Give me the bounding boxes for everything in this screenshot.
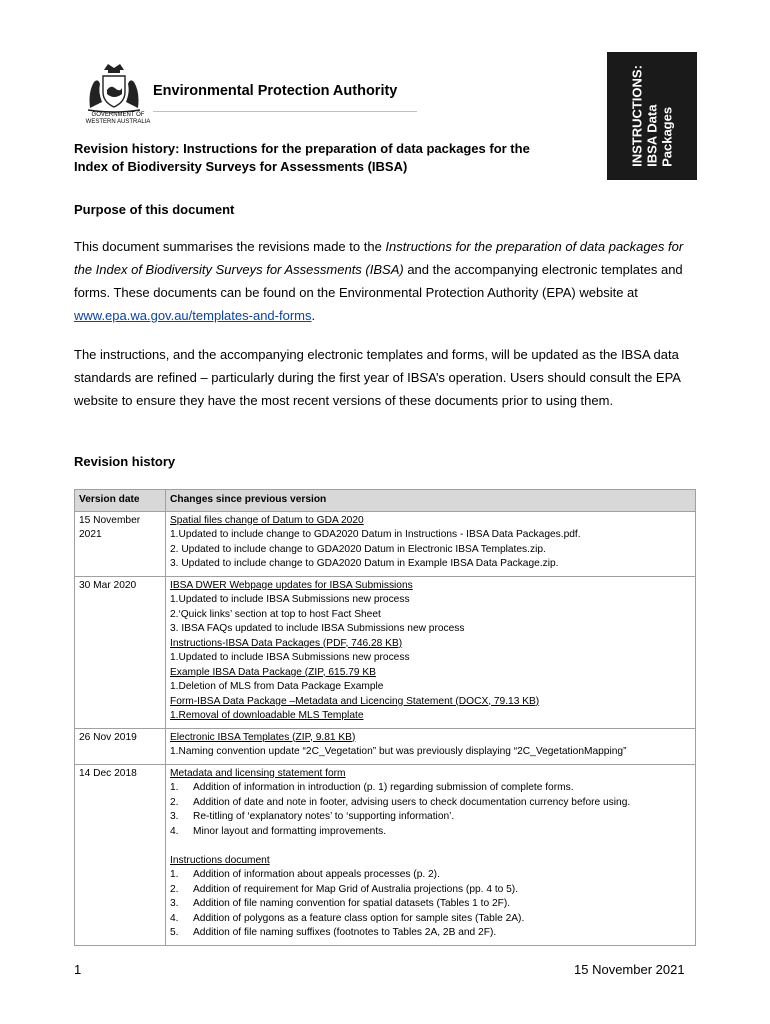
side-line-1: INSTRUCTIONS: bbox=[629, 65, 645, 167]
organisation-name: Environmental Protection Authority bbox=[153, 83, 398, 99]
purpose-heading: Purpose of this document bbox=[74, 202, 235, 217]
change-item: 3. IBSA FAQs updated to include IBSA Submissions new process bbox=[170, 623, 465, 634]
p1-text-a: This document summarises the revisions made to the bbox=[74, 239, 386, 254]
table-row bbox=[75, 764, 696, 945]
row-date bbox=[75, 764, 166, 945]
change-section-title: Example IBSA Data Package (ZIP, 615.79 KB bbox=[170, 666, 376, 678]
change-item: 1.Naming convention update “2C_Vegetation” but was previously displaying “2C_VegetationMapping” bbox=[170, 746, 627, 757]
item-number: 1. bbox=[170, 782, 179, 793]
numbered-item bbox=[170, 825, 691, 840]
item-number: 4. bbox=[170, 912, 179, 924]
change-section-title: Form-IBSA Data Package –Metadata and Licencing Statement (DOCX, 79.13 KB) bbox=[170, 695, 540, 707]
item-number: 2. bbox=[170, 796, 179, 808]
row-changes bbox=[166, 728, 696, 764]
item-number: 3. bbox=[170, 898, 179, 909]
item-text: Addition of information about appeals processes (p. 2). bbox=[193, 869, 440, 880]
row-changes bbox=[166, 576, 696, 728]
item-text: Addition of polygons as a feature class option for sample sites (Table 2A). bbox=[193, 912, 525, 924]
date-line: 14 Dec 2018 bbox=[79, 767, 137, 779]
change-section-title: Instructions-IBSA Data Packages (PDF, 746.28 KB) bbox=[170, 637, 403, 649]
gov-line-1: GOVERNMENT OF bbox=[91, 112, 145, 118]
row-date bbox=[75, 728, 166, 764]
numbered-item bbox=[170, 810, 691, 825]
p1-text-b: and the accompanying electronic templates and forms. These documents can be found on the Environmental Protection Authority (EPA) website at bbox=[74, 262, 683, 300]
table-row bbox=[75, 576, 696, 728]
document-type-tab bbox=[607, 52, 697, 180]
page-number: 1 bbox=[74, 962, 82, 977]
section-spacer bbox=[170, 839, 691, 854]
change-section-title: Instructions document bbox=[170, 854, 270, 866]
item-number: 3. bbox=[170, 811, 179, 822]
item-text: Addition of file naming suffixes (footnotes to Tables 2A, 2B and 2F). bbox=[193, 927, 497, 938]
purpose-paragraph-2: The instructions, and the accompanying electronic templates and forms, will be updated as the IBSA data standards are refined – particularly during the first year of IBSA’s operation. Users should consult the EPA website to ensure they have the most recent versions of these documents prior to using them. bbox=[74, 347, 681, 408]
change-item: 3. Updated to include change to GDA2020 Datum in Example IBSA Data Package.zip. bbox=[170, 558, 559, 569]
p1-document-title: Instructions for the preparation of data packages for the Index of Biodiversity Surveys for Assessments (IBSA) bbox=[74, 239, 684, 277]
change-item: 1.Updated to include IBSA Submissions new process bbox=[170, 594, 410, 605]
numbered-item bbox=[170, 926, 691, 941]
change-section-title: Metadata and licensing statement form bbox=[170, 767, 346, 779]
gov-line-2: WESTERN AUSTRALIA bbox=[85, 119, 151, 125]
date-line: 2021 bbox=[79, 529, 102, 540]
epa-templates-link[interactable]: www.epa.wa.gov.au/templates-and-forms bbox=[74, 308, 312, 323]
item-text: Minor layout and formatting improvements. bbox=[193, 825, 387, 837]
item-text: Addition of information in introduction (p. 1) regarding submission of complete forms. bbox=[193, 782, 574, 793]
item-text: Addition of requirement for Map Grid of Australia projections (pp. 4 to 5). bbox=[193, 883, 519, 895]
item-text: Addition of file naming convention for spatial datasets (Tables 1 to 2F). bbox=[193, 898, 511, 909]
header-divider bbox=[153, 111, 417, 112]
date-line: 26 Nov 2019 bbox=[79, 731, 137, 743]
change-item: 1.Removal of downloadable MLS Template bbox=[170, 710, 364, 721]
footer-date: 15 November 2021 bbox=[574, 962, 685, 977]
table-header-row bbox=[75, 490, 696, 512]
item-text: Addition of date and note in footer, advising users to check documentation currency before using. bbox=[193, 796, 631, 808]
page-title bbox=[74, 140, 594, 176]
row-changes bbox=[166, 764, 696, 945]
numbered-item bbox=[170, 796, 691, 811]
item-number: 4. bbox=[170, 825, 179, 837]
revision-history-table bbox=[74, 489, 696, 946]
title-line-1: Revision history: Instructions for the preparation of data packages for the bbox=[74, 141, 530, 156]
p1-text-end: . bbox=[311, 308, 316, 323]
document-type-label bbox=[630, 65, 675, 167]
item-number: 5. bbox=[170, 927, 179, 938]
col-changes: Changes since previous version bbox=[166, 490, 696, 512]
date-line: 30 Mar 2020 bbox=[79, 579, 137, 591]
change-section-title: Spatial files change of Datum to GDA 2020 bbox=[170, 514, 364, 526]
row-date bbox=[75, 511, 166, 576]
col-version-date: Version date bbox=[75, 490, 166, 512]
numbered-item bbox=[170, 912, 691, 927]
government-of-wa-text bbox=[78, 112, 158, 126]
change-item: 2.‘Quick links’ section at top to host Fact Sheet bbox=[170, 608, 381, 620]
numbered-item bbox=[170, 868, 691, 883]
title-line-2: Index of Biodiversity Surveys for Assessments (IBSA) bbox=[74, 159, 408, 174]
change-item: 1.Updated to include IBSA Submissions new process bbox=[170, 652, 410, 663]
change-section-title: Electronic IBSA Templates (ZIP, 9.81 KB) bbox=[170, 731, 356, 743]
numbered-item bbox=[170, 897, 691, 912]
item-number: 2. bbox=[170, 883, 179, 895]
purpose-paragraph-1 bbox=[74, 235, 694, 327]
revision-history-heading: Revision history bbox=[74, 454, 176, 469]
change-item: 1.Deletion of MLS from Data Package Example bbox=[170, 681, 384, 692]
date-line: 15 November bbox=[79, 514, 141, 526]
row-changes bbox=[166, 511, 696, 576]
change-section-title: IBSA DWER Webpage updates for IBSA Submissions bbox=[170, 579, 413, 591]
change-item: 1.Updated to include change to GDA2020 Datum in Instructions - IBSA Data Packages.pdf. bbox=[170, 529, 581, 540]
item-text: Re-titling of ‘explanatory notes’ to ‘supporting information’. bbox=[193, 811, 455, 822]
table-row bbox=[75, 728, 696, 764]
numbered-item bbox=[170, 883, 691, 898]
item-number: 1. bbox=[170, 869, 179, 880]
side-line-2: IBSA Data bbox=[644, 104, 660, 167]
side-line-3: Packages bbox=[659, 106, 675, 167]
change-item: 2. Updated to include change to GDA2020 Datum in Electronic IBSA Templates.zip. bbox=[170, 543, 546, 555]
numbered-item bbox=[170, 781, 691, 796]
row-date bbox=[75, 576, 166, 728]
table-row bbox=[75, 511, 696, 576]
